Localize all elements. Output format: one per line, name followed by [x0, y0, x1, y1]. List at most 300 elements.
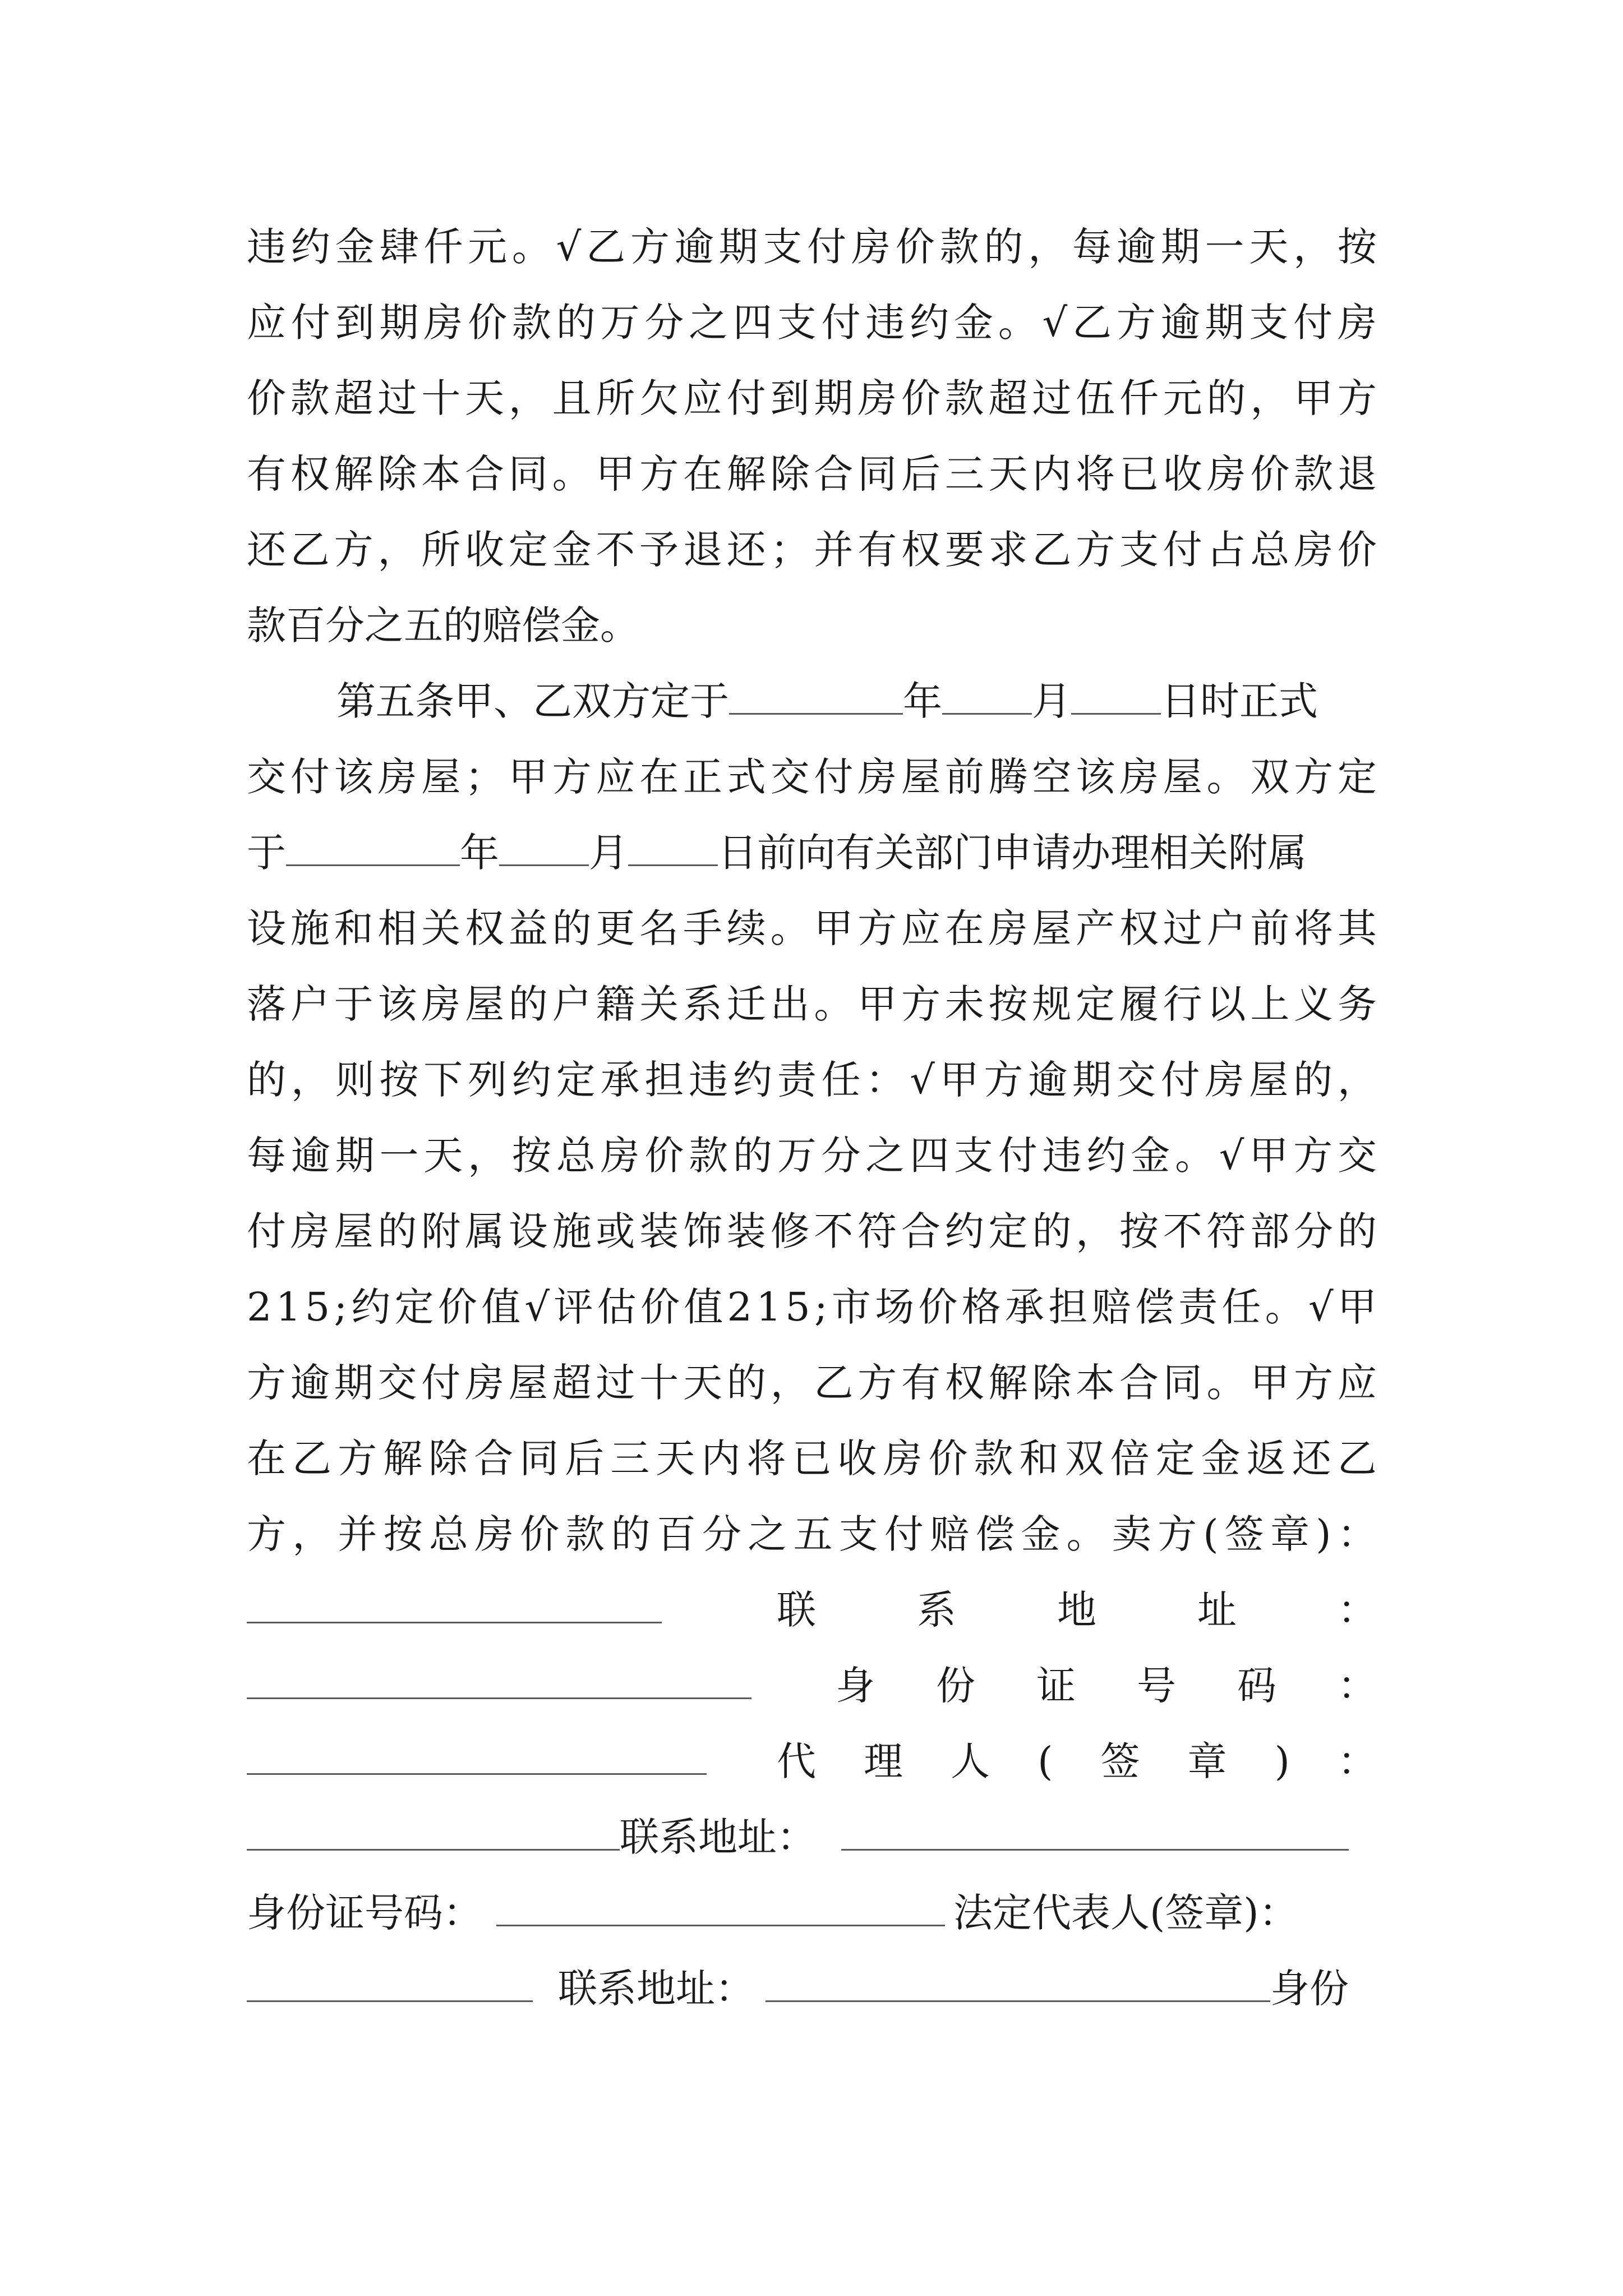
text-char: 付	[807, 224, 847, 270]
text-char: 天	[423, 1133, 463, 1179]
id-number-label: 身份证号码：	[247, 1890, 482, 1936]
text-char: 同	[857, 451, 897, 497]
date-year-blank[interactable]	[729, 674, 903, 715]
text-char: ，	[1337, 1057, 1377, 1103]
article-5-line-4	[247, 898, 1377, 959]
text-char: 退	[1337, 451, 1377, 497]
text-char: 方	[857, 1360, 897, 1406]
text-char: 该	[334, 754, 374, 800]
article-5-line-8	[247, 1200, 1377, 1262]
text-char: 房	[1205, 1057, 1244, 1103]
text-char: 过	[596, 1360, 635, 1406]
text-char: 支	[1119, 527, 1159, 573]
text-char: 该	[377, 981, 417, 1027]
date-month-blank[interactable]	[942, 674, 1032, 715]
article-5-line-5	[247, 973, 1377, 1035]
text-char: 5	[305, 1284, 330, 1330]
text-char: 十	[639, 1360, 679, 1406]
text-char: 交	[770, 754, 810, 800]
text-char: 饰	[683, 1208, 722, 1254]
article-5-text: 日前向有关部门申请办理相关附属	[718, 830, 1307, 876]
text-char: 内	[701, 1435, 741, 1481]
text-char: 过	[377, 375, 417, 421]
text-char: 款	[290, 375, 330, 421]
text-char: 价	[640, 1284, 680, 1330]
text-char: 期	[379, 300, 419, 346]
text-char: 房	[883, 1435, 923, 1481]
text-char: 除	[428, 1435, 468, 1481]
text-char: √	[1219, 1133, 1244, 1179]
text-char: 已	[1119, 451, 1159, 497]
text-char: 的	[552, 905, 592, 951]
paragraph-text: 款百分之五的赔偿金。	[247, 602, 639, 648]
text-char: 价	[928, 1435, 968, 1481]
text-char: 同	[1163, 1360, 1202, 1406]
text-char: 价	[1250, 451, 1290, 497]
text-char: 后	[565, 1435, 605, 1481]
text-char: 元	[1163, 375, 1202, 421]
text-char: 场	[875, 1284, 915, 1330]
text-char: 过	[1163, 905, 1202, 951]
text-char: 逾	[1160, 300, 1200, 346]
text-char: √	[556, 224, 582, 270]
text-char: 赔	[1091, 1284, 1131, 1330]
article-5-text: 于	[247, 830, 286, 876]
text-char: 解	[988, 1360, 1028, 1406]
text-char: 方	[901, 981, 940, 1027]
text-char: 市	[831, 1284, 871, 1330]
text-char: 承	[600, 1057, 640, 1103]
paragraph-line	[247, 443, 1377, 505]
text-char: 其	[1337, 905, 1377, 951]
text-char: 的	[1206, 375, 1246, 421]
text-char: 上	[1250, 981, 1290, 1027]
text-char: 收	[1163, 451, 1202, 497]
text-char: 解	[726, 451, 766, 497]
text-char: 约	[1086, 1133, 1126, 1179]
text-char: 房	[474, 1511, 514, 1557]
article-5-line-12	[247, 1503, 1377, 1565]
text-char: 行	[1163, 981, 1202, 1027]
text-char: 期	[1072, 1057, 1112, 1103]
text-char: 天	[1249, 224, 1289, 270]
text-char: 装	[726, 1208, 766, 1254]
text-char: 总	[1250, 527, 1290, 573]
text-char: 期	[335, 1133, 375, 1179]
text-char: 支	[763, 224, 803, 270]
text-char: 务	[1337, 981, 1377, 1027]
text-char: 解	[383, 1435, 423, 1481]
text-char: 方	[1116, 300, 1156, 346]
text-char: 产	[1076, 905, 1115, 951]
text-char: 逾	[1028, 1057, 1068, 1103]
text-char: 相	[377, 905, 417, 951]
text-char: 期	[1205, 300, 1244, 346]
text-char: 付	[421, 1360, 461, 1406]
text-char: 不	[596, 527, 635, 573]
text-char: √	[1042, 300, 1068, 346]
date-day-blank[interactable]	[1071, 674, 1161, 715]
text-char: 超	[988, 375, 1028, 421]
text-char: 约	[732, 1057, 772, 1103]
text-char: 在	[683, 451, 722, 497]
text-char: 价	[520, 1511, 560, 1557]
text-char: 乙	[814, 1360, 854, 1406]
text-char: 部	[1250, 1208, 1290, 1254]
text-char: 约	[291, 224, 330, 270]
text-char: 百	[656, 1511, 696, 1557]
text-char: 籍	[596, 981, 635, 1027]
text-char: 万	[777, 1133, 817, 1179]
text-char: 付	[290, 754, 330, 800]
text-char: 房	[377, 754, 417, 800]
contact-address-label: 联 系 地 址 ：	[777, 1587, 1377, 1633]
text-char: 续	[726, 905, 766, 951]
text-char: 支	[1249, 300, 1289, 346]
paragraph-line	[247, 216, 1377, 278]
text-char: 房	[1337, 300, 1377, 346]
text-char: 方	[1076, 527, 1115, 573]
text-char: 除	[1032, 1360, 1072, 1406]
text-char: 责	[1178, 1284, 1218, 1330]
text-char: 倍	[1110, 1435, 1150, 1481]
text-char: 应	[901, 905, 940, 951]
text-char: 符	[1206, 1208, 1246, 1254]
text-char: 屋	[334, 1208, 374, 1254]
legal-representative-blank[interactable]	[247, 1961, 533, 2002]
text-char: 出	[770, 981, 810, 1027]
text-char: 值	[481, 1284, 521, 1330]
text-char: 责	[777, 1057, 817, 1103]
text-char: 益	[508, 905, 548, 951]
text-char: 属	[464, 1208, 504, 1254]
text-char: 定	[394, 1284, 434, 1330]
text-char: 且	[552, 375, 592, 421]
text-char: 按	[511, 1133, 551, 1179]
text-char: ：	[1337, 1511, 1377, 1557]
text-char: 付	[998, 1133, 1038, 1179]
text-char: ；	[770, 527, 810, 573]
text-char: 权	[464, 905, 504, 951]
signature-line-1	[247, 1579, 1377, 1641]
text-char: ，	[377, 527, 417, 573]
text-char: 户	[1206, 905, 1246, 951]
text-char: 甲	[814, 905, 854, 951]
text-char: 约	[511, 1057, 551, 1103]
text-char: 分	[1294, 1208, 1334, 1254]
text-char: 屋	[421, 754, 461, 800]
text-char: 任	[1221, 1284, 1261, 1330]
article-5-line-3	[247, 822, 1377, 884]
text-char: 交	[247, 754, 286, 800]
legal-rep-contact-address-blank[interactable]	[766, 1961, 1270, 2002]
text-char: 房	[857, 375, 897, 421]
text-char: 予	[639, 527, 679, 573]
text-char: 付	[1293, 300, 1333, 346]
id-number-blank[interactable]	[247, 1734, 707, 1775]
text-char: 房	[464, 1360, 504, 1406]
text-char: 款	[565, 1511, 605, 1557]
text-char: 甲	[508, 754, 548, 800]
text-char: 权	[944, 1360, 984, 1406]
text-char: 规	[1032, 981, 1072, 1027]
text-char: 5	[785, 1284, 810, 1330]
text-char: 屋	[901, 754, 940, 800]
text-char: 。	[770, 905, 810, 951]
text-char: 到	[335, 300, 375, 346]
date-year-blank[interactable]	[286, 825, 460, 866]
paragraph-line	[247, 292, 1377, 353]
text-char: 应	[596, 754, 635, 800]
text-char: 式	[726, 754, 766, 800]
text-char: ，	[1250, 375, 1290, 421]
text-char: 价	[1337, 527, 1377, 573]
text-char: 房	[1119, 754, 1159, 800]
year-label: 年	[903, 678, 942, 724]
text-char: 肆	[379, 224, 419, 270]
article-5-line-9	[247, 1276, 1377, 1338]
text-char: 双	[1064, 1435, 1104, 1481]
text-char: 。	[511, 224, 551, 270]
text-char: 付	[814, 754, 854, 800]
text-char: 方	[1293, 1133, 1333, 1179]
text-char: ，	[468, 1133, 508, 1179]
text-char: 屋	[1032, 905, 1072, 951]
text-char: 。	[1066, 1511, 1106, 1557]
text-char: 。	[1206, 1360, 1246, 1406]
text-char: 付	[247, 1208, 286, 1254]
text-char: ，	[770, 1360, 810, 1406]
text-char: 价	[901, 375, 940, 421]
text-char: 违	[689, 1057, 728, 1103]
text-char: 本	[421, 451, 461, 497]
month-label: 月	[1032, 678, 1071, 724]
text-char: 交	[1337, 1133, 1377, 1179]
paragraph-line	[247, 595, 1377, 656]
text-char: 定	[1337, 754, 1377, 800]
agent-id-number-blank[interactable]	[496, 1885, 945, 1926]
article-5-line-7	[247, 1125, 1377, 1186]
text-char: 担	[1048, 1284, 1088, 1330]
text-char: 方	[334, 527, 374, 573]
text-char: 超	[552, 1360, 592, 1406]
text-char: 值	[684, 1284, 723, 1330]
contact-address-blank[interactable]	[247, 1658, 751, 1699]
text-char: 空	[1032, 754, 1072, 800]
text-char: 同	[508, 451, 548, 497]
text-char: 价	[247, 375, 286, 421]
text-char: 期	[1160, 224, 1200, 270]
text-char: 的	[377, 1208, 417, 1254]
text-char: 按	[1119, 1208, 1159, 1254]
text-char: 合	[814, 451, 854, 497]
article-5-line-6	[247, 1049, 1377, 1111]
text-char: 腾	[988, 754, 1028, 800]
text-char: 解	[334, 451, 374, 497]
text-char: 定	[988, 1208, 1028, 1254]
text-char: 正	[683, 754, 722, 800]
text-char: 方	[247, 1360, 286, 1406]
text-char: 款	[1294, 451, 1334, 497]
text-char: 除	[770, 451, 810, 497]
text-char: 逾	[290, 1360, 330, 1406]
text-char: 要	[944, 527, 984, 573]
text-char: 交	[1116, 1057, 1156, 1103]
seller-signature-blank[interactable]	[247, 1582, 662, 1623]
article-5-text: 日时正式	[1161, 678, 1318, 724]
text-char: 1	[275, 1284, 301, 1330]
text-char: 担	[644, 1057, 684, 1103]
text-char: 不	[814, 1208, 854, 1254]
text-char: 权	[1119, 905, 1159, 951]
text-char: 乙	[1337, 1435, 1377, 1481]
text-char: 乙	[1032, 527, 1072, 573]
text-char: 设	[508, 1208, 548, 1254]
text-char: 的	[1337, 1208, 1377, 1254]
text-char: 赔	[930, 1511, 970, 1557]
text-char: 章	[1270, 1511, 1310, 1557]
text-char: 期	[718, 224, 758, 270]
text-char: 付	[726, 375, 766, 421]
text-char: 返	[1246, 1435, 1286, 1481]
text-char: 合	[1119, 1360, 1159, 1406]
text-char: 欠	[639, 375, 679, 421]
text-char: 逾	[1116, 224, 1156, 270]
text-char: 万	[600, 300, 640, 346]
date-month-blank[interactable]	[499, 825, 589, 866]
text-char: 金	[1131, 1133, 1170, 1179]
text-char: 支	[777, 300, 817, 346]
text-char: 三	[944, 451, 984, 497]
text-char: 。	[1265, 1284, 1304, 1330]
text-char: 收	[464, 527, 504, 573]
text-char: 任	[821, 1057, 861, 1103]
text-char: 双	[1250, 754, 1290, 800]
text-char: 约	[944, 1208, 984, 1254]
text-char: 款	[944, 375, 984, 421]
text-char: 按	[383, 1511, 423, 1557]
text-char: 五	[793, 1511, 833, 1557]
text-char: 天	[683, 1360, 722, 1406]
text-char: 分	[702, 1511, 742, 1557]
text-char: 应	[1337, 1360, 1377, 1406]
text-char: 价	[895, 224, 935, 270]
text-char: 逾	[674, 224, 714, 270]
text-char: 应	[683, 375, 722, 421]
text-char: 仟	[423, 224, 463, 270]
text-char: 于	[334, 981, 374, 1027]
text-char: 屋	[1249, 1057, 1289, 1103]
text-char: ;	[334, 1284, 348, 1330]
text-char: 甲	[857, 981, 897, 1027]
text-char: 求	[988, 527, 1028, 573]
signature-line-4	[247, 1806, 1377, 1868]
text-char: 方	[639, 451, 679, 497]
text-char: 1	[756, 1284, 781, 1330]
article-5-line-2	[247, 746, 1377, 808]
text-char: 签	[1224, 1511, 1264, 1557]
text-char: 款	[511, 300, 551, 346]
text-char: 款	[939, 224, 979, 270]
text-char: 权	[290, 451, 330, 497]
text-char: (	[1203, 1511, 1219, 1557]
text-char: 方	[552, 754, 592, 800]
text-char: 还	[247, 527, 286, 573]
text-char: 乙	[290, 527, 330, 573]
text-char: 方	[857, 905, 897, 951]
text-char: 户	[552, 981, 592, 1027]
text-char: 乙	[1072, 300, 1112, 346]
text-char: 的	[1293, 1057, 1333, 1103]
text-char: 已	[792, 1435, 832, 1481]
agent-signature-blank[interactable]	[247, 1810, 620, 1851]
signature-line-2	[247, 1655, 1377, 1717]
text-char: 附	[421, 1208, 461, 1254]
text-char: 该	[1076, 754, 1115, 800]
year-label: 年	[460, 830, 499, 876]
text-char: 按	[1337, 224, 1377, 270]
text-char: 在	[639, 754, 679, 800]
text-char: ：	[865, 1057, 905, 1103]
text-char: 十	[421, 375, 461, 421]
text-char: 定	[508, 527, 548, 573]
date-day-blank[interactable]	[628, 825, 718, 866]
text-char: ，	[1293, 224, 1333, 270]
text-char: 支	[954, 1133, 993, 1179]
text-char: 格	[961, 1284, 1001, 1330]
text-char: 设	[247, 905, 286, 951]
text-char: 交	[377, 1360, 417, 1406]
text-char: 四	[910, 1133, 949, 1179]
text-char: 有	[901, 1360, 940, 1406]
text-char: 方	[1294, 1360, 1334, 1406]
text-char: 房	[1206, 451, 1246, 497]
text-char: 所	[596, 375, 635, 421]
text-char: 的	[1032, 1208, 1072, 1254]
text-char: 系	[683, 981, 722, 1027]
text-char: 内	[1032, 451, 1072, 497]
text-char: 估	[597, 1284, 637, 1330]
text-char: 。	[814, 981, 854, 1027]
text-char: 每	[247, 1133, 286, 1179]
text-char: 在	[247, 1435, 286, 1481]
text-char: 。	[552, 451, 592, 497]
text-char: 方	[247, 1511, 286, 1557]
text-char: 承	[1004, 1284, 1044, 1330]
agent-contact-address-blank[interactable]	[841, 1810, 1349, 1851]
text-char: 除	[377, 451, 417, 497]
text-char: ，	[291, 1057, 330, 1103]
text-char: 金	[954, 300, 993, 346]
text-char: 屋	[1163, 754, 1202, 800]
text-char: 的	[611, 1511, 651, 1557]
text-char: √	[524, 1284, 550, 1330]
text-char: 方	[338, 1435, 377, 1481]
text-char: 约	[351, 1284, 391, 1330]
text-char: 并	[338, 1511, 377, 1557]
text-char: ，	[1028, 224, 1068, 270]
text-char: 甲	[1250, 1360, 1290, 1406]
text-char: 评	[554, 1284, 593, 1330]
text-char: 乙	[292, 1435, 332, 1481]
text-char: 下	[423, 1057, 463, 1103]
text-char: 将	[1294, 905, 1334, 951]
text-char: 合	[901, 1208, 940, 1254]
text-char: √	[1308, 1284, 1334, 1330]
text-char: 三	[610, 1435, 650, 1481]
text-char: 施	[552, 1208, 592, 1254]
text-char: 之	[748, 1511, 787, 1557]
